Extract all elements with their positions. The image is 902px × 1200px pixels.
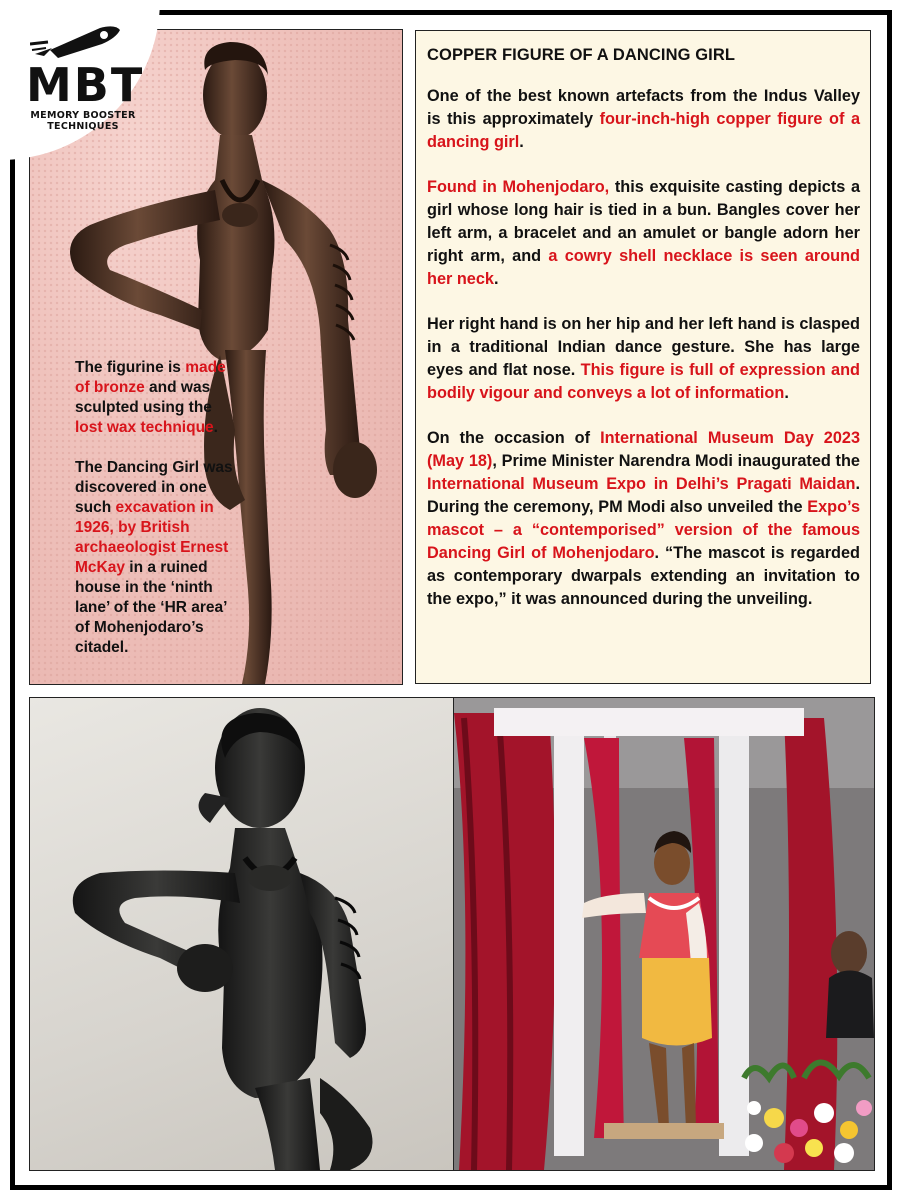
highlighted-text: excavation in 1926, by British archaeologist Ernest McKay	[75, 499, 229, 576]
highlighted-text: Found in Mohenjodaro,	[427, 178, 610, 196]
side-note-paragraph-2	[75, 458, 235, 658]
logo-tagline-line-1: MEMORY BOOSTER	[30, 110, 136, 121]
text-segment: in a ruined house in the ‘ninth lane’ of the ‘HR area’ of Mohenjodaro’s citadel.	[75, 559, 227, 656]
logo-tagline-line-2: TECHNIQUES	[47, 121, 119, 132]
highlighted-text: This figure is full of expression and bodily vigour and conveys a lot of information	[427, 361, 860, 402]
text-segment: Her right hand is on her hip and her left hand is clasped in a traditional Indian dance gesture. She has large eyes and flat nose.	[427, 315, 860, 379]
rocket-icon	[30, 20, 130, 60]
highlighted-text: Expo’s mascot – a “contemporised” version of the famous Dancing Girl of Mohenjodaro	[427, 498, 860, 562]
text-segment: . During the ceremony, PM Modi also unveiled the	[427, 475, 860, 516]
highlighted-text: International Museum Day 2023 (May 18)	[427, 429, 860, 470]
highlighted-text: made of bronze	[75, 359, 226, 396]
bronze-closeup-photo	[29, 697, 455, 1171]
article-paragraph	[427, 427, 860, 611]
text-segment: .	[519, 133, 524, 151]
figurine-side-note	[75, 358, 235, 678]
text-segment: .	[493, 270, 499, 288]
article-paragraph	[427, 176, 860, 291]
text-segment: .	[213, 419, 218, 436]
highlighted-text: four-inch-high copper figure of a dancing girl	[427, 110, 860, 151]
text-segment: and was sculpted using the	[75, 379, 212, 416]
text-segment: On the occasion of	[427, 429, 601, 447]
highlighted-text: lost wax technique	[75, 419, 214, 436]
text-segment: this exquisite casting depicts a girl whose long hair is tied in a bun. Bangles cover her left arm, a bracelet and an amulet or bangle adorn her right arm, and	[427, 178, 861, 265]
dancing-girl-mascot-image	[454, 698, 874, 1170]
article-panel	[415, 30, 871, 684]
dancing-girl-closeup-image	[30, 698, 454, 1170]
text-segment: .	[784, 384, 789, 402]
text-segment: . “The mascot is regarded as contemporary dwarpals extending an invitation to the expo,” it was announced during the unveiling.	[427, 544, 861, 608]
logo-brand: MBT	[26, 58, 145, 112]
side-note-paragraph-1	[75, 358, 235, 438]
text-segment: , Prime Minister Narendra Modi inaugurated the	[492, 452, 860, 470]
article-paragraph	[427, 313, 860, 405]
article-title: COPPER FIGURE OF A DANCING GIRL	[427, 46, 736, 64]
highlighted-text: International Museum Expo in Delhi’s Pragati Maidan	[427, 475, 856, 493]
mascot-expo-photo	[453, 697, 875, 1171]
text-segment: One of the best known artefacts from the Indus Valley is this approximately	[427, 87, 860, 128]
highlighted-text: a cowry shell necklace is seen around her neck	[427, 247, 860, 288]
article-paragraph	[427, 85, 860, 154]
text-segment: The figurine is	[75, 359, 186, 376]
text-segment: The Dancing Girl was discovered in one such	[75, 459, 233, 516]
logo-tagline	[28, 110, 138, 132]
